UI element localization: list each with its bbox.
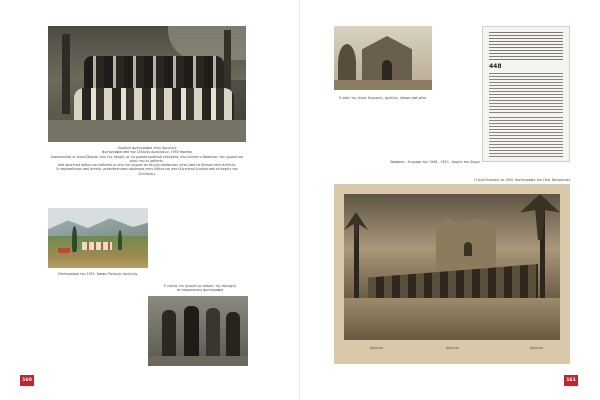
caption-line: Οι περισσότεροι από αυτούς μετανάστευσαν αργότερα στην Αθήνα και στο εξωτερικό (εικόνα από το αρχείο του Συλλόγου). [56, 167, 238, 176]
chapel-photo-caption: Ο ναός της Αγίας Κυριακής, Αμύκλες, άποψη από νότο. [338, 96, 428, 100]
chapel-photo [334, 26, 432, 90]
figure [184, 306, 199, 360]
village-painting-caption: Υδατογραφία του 1931. Άποψη Παλαιών Αμυκλών. [57, 272, 139, 276]
caption-line: Διακρίνονται οι εικονιζόμενοι νέοι της εποχής με τα χαρακτηριστικά ενδύματα, στο κέντρο ο δάσκαλος του χωριού και γύρω του οι μαθητές. [50, 154, 244, 163]
mountains [48, 216, 148, 238]
group-photo [48, 26, 246, 142]
houses [82, 242, 112, 250]
group-photo-caption [48, 146, 246, 176]
tree-trunk [62, 34, 70, 114]
text-block [489, 117, 563, 157]
caption-line: Ομαδική φωτογραφία νέων Αμυκλών [117, 146, 177, 150]
cypress-tree [72, 226, 77, 252]
tree [338, 44, 356, 82]
soldiers-photo [148, 296, 248, 366]
ruins-label-left: Αμύκλαι [370, 346, 383, 350]
red-roof [58, 248, 70, 253]
chapel-door [382, 60, 392, 80]
ruins-label-right: Αμύκλαι [530, 346, 543, 350]
ruins-photo-heading: Η Αγία Κυριακή το 1900. Φωτογραφία του Fred. Boissonnas [474, 178, 570, 182]
ground [334, 80, 432, 90]
ruins-label-center: Αμύκλαι [446, 346, 459, 350]
page-number: 161 [564, 375, 578, 386]
ground [48, 120, 246, 142]
ruins-photo-frame [334, 184, 570, 364]
ground [344, 298, 560, 340]
right-page [300, 0, 600, 400]
caption-line: Από αριστερά όρθιοι και καθιστοί οι νέοι του χωριού σε στιγμή ανάπαυλας κάτω από τα δέντρα στην πλατεία. [58, 163, 236, 168]
figure [206, 308, 220, 360]
document-scan [482, 26, 570, 162]
document-scan-caption: Απόφαση - έγγραφο του 1948 - 1950 - Αρχείο του δήμου [390, 160, 480, 164]
cypress-tree [118, 230, 122, 250]
ruins-photo [344, 194, 560, 340]
village-painting [48, 208, 148, 268]
page-number: 160 [20, 375, 34, 386]
text-block [489, 32, 563, 62]
document-number: 448 [489, 63, 502, 70]
figure [226, 312, 240, 360]
caption-line: Ο ιερέας του χωριού με άνδρες της περιοχής [163, 284, 237, 288]
soldiers-photo-caption [150, 284, 250, 293]
text-block [489, 73, 563, 113]
caption-line: Φωτογραφία από τον Σύλλογο Αμυκλαίων, 1955 περίπου [101, 150, 193, 155]
church-window [464, 242, 472, 256]
ground [148, 356, 248, 366]
caption-line: σε αναμνηστική φωτογραφία [176, 288, 224, 293]
figure [162, 310, 176, 360]
front-row-people [74, 88, 234, 124]
